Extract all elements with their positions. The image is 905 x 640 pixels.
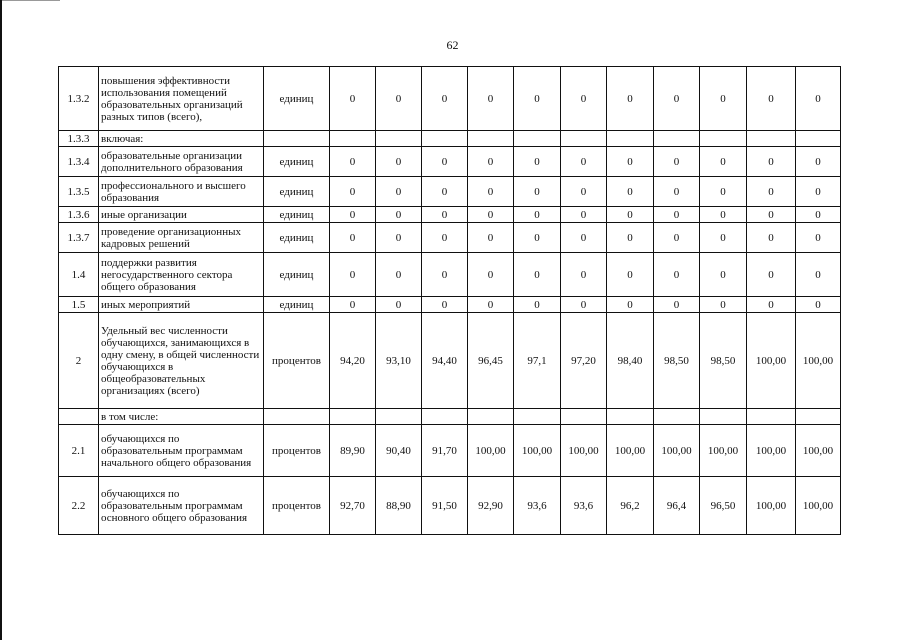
value-cell: 94,40 xyxy=(422,313,468,409)
table-row xyxy=(59,177,841,207)
table-row xyxy=(59,313,841,409)
value-cell: 0 xyxy=(514,297,561,313)
row-number-cell: 1.3.7 xyxy=(59,223,99,253)
value-cell: 0 xyxy=(561,207,607,223)
value-cell: 0 xyxy=(700,223,747,253)
value-cell: 100,00 xyxy=(796,313,841,409)
value-cell xyxy=(700,409,747,425)
value-cell: 98,40 xyxy=(607,313,654,409)
value-cell: 0 xyxy=(561,223,607,253)
unit-cell xyxy=(264,409,330,425)
row-number-cell: 1.3.2 xyxy=(59,67,99,131)
value-cell: 0 xyxy=(468,207,514,223)
value-cell: 0 xyxy=(376,177,422,207)
value-cell: 0 xyxy=(654,223,700,253)
unit-cell: единиц xyxy=(264,253,330,297)
indicator-name-cell: повышения эффективности использования помещений образовательных организаций разных типов (всего), xyxy=(99,67,264,131)
unit-cell: единиц xyxy=(264,297,330,313)
row-number-cell: 2 xyxy=(59,313,99,409)
value-cell: 91,70 xyxy=(422,425,468,477)
indicator-name-cell: образовательные организации дополнительного образования xyxy=(99,147,264,177)
value-cell: 0 xyxy=(376,207,422,223)
value-cell: 0 xyxy=(330,177,376,207)
table-row xyxy=(59,223,841,253)
value-cell: 0 xyxy=(422,207,468,223)
value-cell: 0 xyxy=(468,297,514,313)
table-row xyxy=(59,253,841,297)
value-cell: 93,10 xyxy=(376,313,422,409)
value-cell: 0 xyxy=(376,253,422,297)
value-cell: 100,00 xyxy=(747,313,796,409)
value-cell xyxy=(468,409,514,425)
value-cell: 0 xyxy=(514,67,561,131)
value-cell: 92,70 xyxy=(330,477,376,535)
value-cell: 0 xyxy=(422,147,468,177)
value-cell: 100,00 xyxy=(561,425,607,477)
value-cell: 0 xyxy=(514,223,561,253)
value-cell: 100,00 xyxy=(747,425,796,477)
row-number-cell: 2.2 xyxy=(59,477,99,535)
value-cell xyxy=(422,409,468,425)
value-cell xyxy=(654,409,700,425)
value-cell xyxy=(654,131,700,147)
value-cell: 96,4 xyxy=(654,477,700,535)
value-cell: 0 xyxy=(796,177,841,207)
row-number-cell: 1.3.6 xyxy=(59,207,99,223)
table-row xyxy=(59,147,841,177)
value-cell: 93,6 xyxy=(514,477,561,535)
value-cell xyxy=(330,409,376,425)
value-cell: 96,45 xyxy=(468,313,514,409)
value-cell: 0 xyxy=(700,297,747,313)
value-cell: 0 xyxy=(422,67,468,131)
unit-cell: единиц xyxy=(264,207,330,223)
value-cell: 0 xyxy=(330,297,376,313)
value-cell: 0 xyxy=(747,67,796,131)
value-cell: 97,1 xyxy=(514,313,561,409)
value-cell xyxy=(330,131,376,147)
value-cell: 89,90 xyxy=(330,425,376,477)
value-cell: 0 xyxy=(654,253,700,297)
indicator-name-cell: Удельный вес численности обучающихся, занимающихся в одну смену, в общей численности обучающихся в общеобразовательных организациях (всего) xyxy=(99,313,264,409)
value-cell: 0 xyxy=(376,223,422,253)
value-cell xyxy=(514,409,561,425)
value-cell xyxy=(376,131,422,147)
indicator-name-cell: иных мероприятий xyxy=(99,297,264,313)
value-cell: 0 xyxy=(468,253,514,297)
value-cell: 0 xyxy=(796,253,841,297)
table-row xyxy=(59,409,841,425)
value-cell: 0 xyxy=(330,223,376,253)
value-cell xyxy=(607,409,654,425)
unit-cell: процентов xyxy=(264,477,330,535)
value-cell: 0 xyxy=(376,67,422,131)
value-cell: 0 xyxy=(700,253,747,297)
unit-cell: процентов xyxy=(264,425,330,477)
row-number-cell: 2.1 xyxy=(59,425,99,477)
value-cell: 96,50 xyxy=(700,477,747,535)
table-body xyxy=(59,67,841,535)
unit-cell: единиц xyxy=(264,177,330,207)
value-cell: 88,90 xyxy=(376,477,422,535)
table-row xyxy=(59,425,841,477)
page-number: 62 xyxy=(446,38,459,52)
value-cell: 100,00 xyxy=(607,425,654,477)
value-cell: 0 xyxy=(468,177,514,207)
value-cell: 0 xyxy=(607,67,654,131)
value-cell: 100,00 xyxy=(468,425,514,477)
value-cell: 0 xyxy=(607,253,654,297)
value-cell: 0 xyxy=(468,147,514,177)
value-cell: 0 xyxy=(607,147,654,177)
value-cell: 94,20 xyxy=(330,313,376,409)
value-cell: 0 xyxy=(422,253,468,297)
value-cell: 0 xyxy=(654,67,700,131)
table-row xyxy=(59,131,841,147)
indicator-name-cell: профессионального и высшего образования xyxy=(99,177,264,207)
value-cell: 0 xyxy=(330,253,376,297)
value-cell xyxy=(796,131,841,147)
value-cell: 0 xyxy=(422,177,468,207)
value-cell: 0 xyxy=(561,253,607,297)
value-cell xyxy=(607,131,654,147)
value-cell: 92,90 xyxy=(468,477,514,535)
value-cell: 0 xyxy=(796,297,841,313)
value-cell: 0 xyxy=(654,207,700,223)
indicator-name-cell: проведение организационных кадровых решений xyxy=(99,223,264,253)
value-cell: 100,00 xyxy=(700,425,747,477)
value-cell: 0 xyxy=(330,147,376,177)
value-cell: 100,00 xyxy=(654,425,700,477)
value-cell xyxy=(747,409,796,425)
value-cell: 97,20 xyxy=(561,313,607,409)
indicator-name-cell: поддержки развития негосударственного сектора общего образования xyxy=(99,253,264,297)
value-cell xyxy=(514,131,561,147)
value-cell: 0 xyxy=(376,147,422,177)
value-cell xyxy=(747,131,796,147)
value-cell: 0 xyxy=(607,223,654,253)
value-cell: 100,00 xyxy=(747,477,796,535)
unit-cell: единиц xyxy=(264,67,330,131)
value-cell: 0 xyxy=(654,177,700,207)
row-number-cell: 1.3.4 xyxy=(59,147,99,177)
indicator-name-cell: обучающихся по образовательным программам основного общего образования xyxy=(99,477,264,535)
value-cell: 0 xyxy=(330,207,376,223)
value-cell: 100,00 xyxy=(514,425,561,477)
value-cell: 0 xyxy=(700,207,747,223)
page-top-rule xyxy=(0,0,60,1)
value-cell: 0 xyxy=(796,223,841,253)
value-cell xyxy=(700,131,747,147)
unit-cell: единиц xyxy=(264,147,330,177)
value-cell: 96,2 xyxy=(607,477,654,535)
value-cell: 0 xyxy=(561,297,607,313)
value-cell: 0 xyxy=(376,297,422,313)
value-cell: 0 xyxy=(607,207,654,223)
value-cell xyxy=(376,409,422,425)
value-cell: 0 xyxy=(607,177,654,207)
value-cell: 100,00 xyxy=(796,425,841,477)
value-cell: 98,50 xyxy=(654,313,700,409)
value-cell: 0 xyxy=(700,147,747,177)
value-cell: 0 xyxy=(514,147,561,177)
value-cell: 0 xyxy=(747,177,796,207)
row-number-cell: 1.3.3 xyxy=(59,131,99,147)
value-cell: 0 xyxy=(654,147,700,177)
value-cell: 0 xyxy=(747,223,796,253)
table-row xyxy=(59,477,841,535)
indicator-name-cell: обучающихся по образовательным программам начального общего образования xyxy=(99,425,264,477)
value-cell: 0 xyxy=(422,297,468,313)
value-cell: 0 xyxy=(747,147,796,177)
value-cell: 0 xyxy=(561,147,607,177)
value-cell xyxy=(468,131,514,147)
value-cell: 0 xyxy=(607,297,654,313)
table-row xyxy=(59,207,841,223)
value-cell xyxy=(561,131,607,147)
value-cell: 98,50 xyxy=(700,313,747,409)
value-cell: 0 xyxy=(796,207,841,223)
value-cell: 0 xyxy=(796,147,841,177)
indicators-table xyxy=(58,66,841,535)
value-cell: 100,00 xyxy=(796,477,841,535)
value-cell: 93,6 xyxy=(561,477,607,535)
unit-cell: процентов xyxy=(264,313,330,409)
value-cell xyxy=(422,131,468,147)
value-cell: 0 xyxy=(514,207,561,223)
row-number-cell: 1.5 xyxy=(59,297,99,313)
indicator-name-cell: в том числе: xyxy=(99,409,264,425)
unit-cell xyxy=(264,131,330,147)
value-cell: 90,40 xyxy=(376,425,422,477)
value-cell: 0 xyxy=(561,67,607,131)
row-number-cell xyxy=(59,409,99,425)
value-cell: 0 xyxy=(422,223,468,253)
value-cell: 0 xyxy=(514,253,561,297)
page-left-edge xyxy=(0,0,2,640)
indicator-name-cell: иные организации xyxy=(99,207,264,223)
value-cell: 0 xyxy=(514,177,561,207)
unit-cell: единиц xyxy=(264,223,330,253)
value-cell xyxy=(796,409,841,425)
value-cell: 0 xyxy=(747,253,796,297)
value-cell: 0 xyxy=(468,67,514,131)
value-cell: 0 xyxy=(468,223,514,253)
value-cell: 0 xyxy=(700,177,747,207)
indicator-name-cell: включая: xyxy=(99,131,264,147)
table-row xyxy=(59,67,841,131)
value-cell: 0 xyxy=(747,207,796,223)
row-number-cell: 1.3.5 xyxy=(59,177,99,207)
value-cell: 91,50 xyxy=(422,477,468,535)
value-cell: 0 xyxy=(330,67,376,131)
value-cell: 0 xyxy=(747,297,796,313)
table-row xyxy=(59,297,841,313)
value-cell: 0 xyxy=(796,67,841,131)
value-cell: 0 xyxy=(700,67,747,131)
value-cell xyxy=(561,409,607,425)
value-cell: 0 xyxy=(561,177,607,207)
row-number-cell: 1.4 xyxy=(59,253,99,297)
value-cell: 0 xyxy=(654,297,700,313)
